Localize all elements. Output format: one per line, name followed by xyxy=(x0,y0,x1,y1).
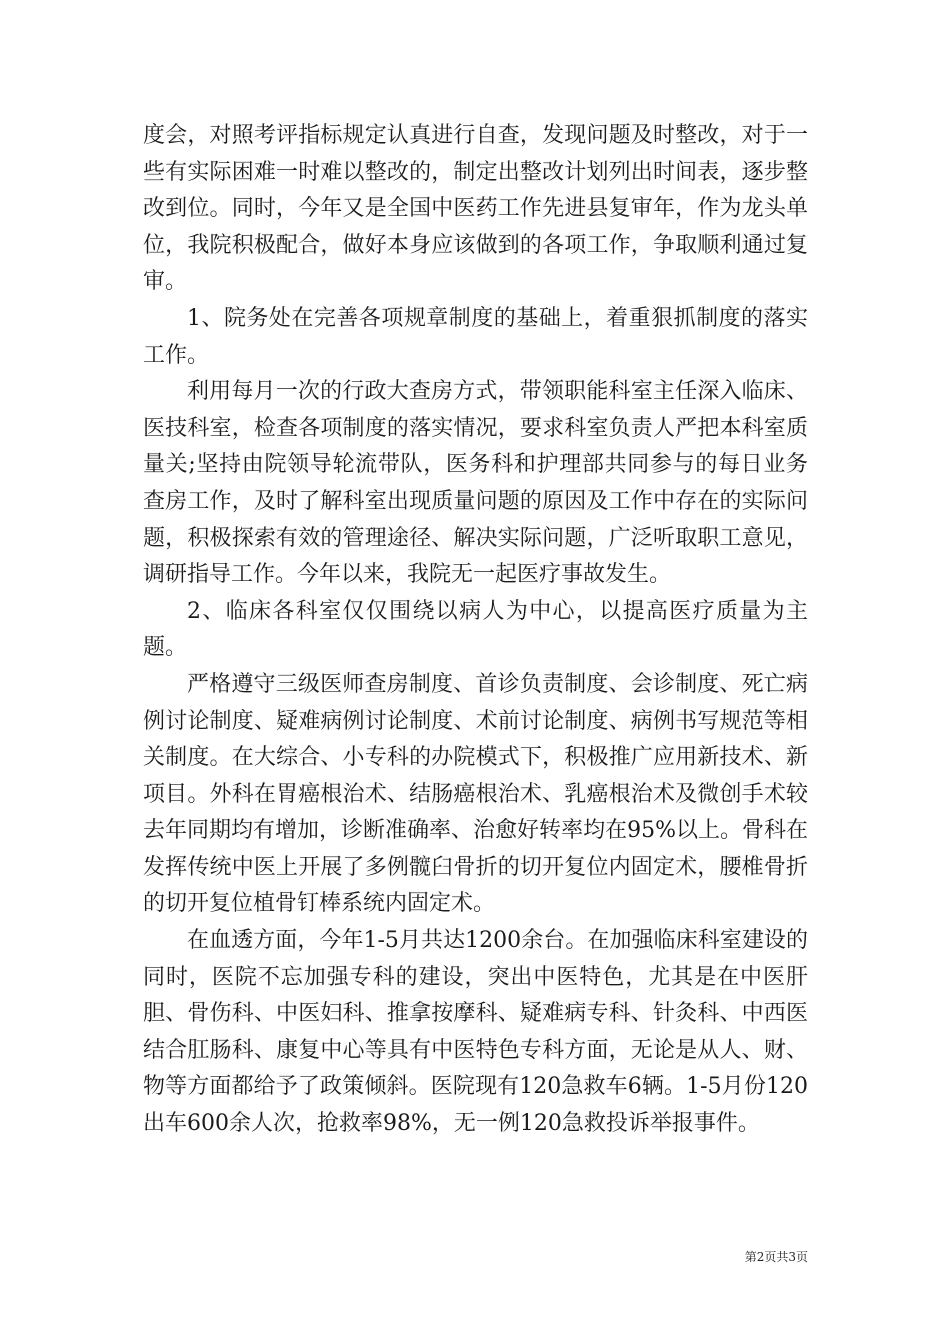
paragraph-section-2-heading: 2、临床各科室仅仅围绕以病人为中心，以提高医疗质量为主题。 xyxy=(143,598,808,661)
paragraph-continuation: 度会，对照考评指标规定认真进行自查，发现问题及时整改，对于一些有实际困难一时难以整改的，制定出整改计划列出时间表，逐步整改到位。同时，今年又是全国中医药工作先进县复审年，作为龙头单位，我院积极配合，做好本身应该做到的各项工作，争取顺利通过复审。 xyxy=(143,123,808,295)
paragraph-dialysis-specialties: 在血透方面，今年1-5月共达1200余台。在加强临床科室建设的同时，医院不忘加强专科的建设，突出中医特色，尤其是在中医肝胆、骨伤科、中医妇科、推拿按摩科、疑难病专科、针灸科、中西医结合肛肠科、康复中心等具有中医特色专科方面，无论是从人、财、物等方面都给予了政策倾斜。医院现有120急救车6辆。1-5月份120出车600余人次，抢救率98%，无一例120急救投诉举报事件。 xyxy=(143,928,808,1137)
paragraph-section-1-heading: 1、院务处在完善各项规章制度的基础上，着重狠抓制度的落实工作。 xyxy=(143,305,808,368)
page-number: 第2页共3页 xyxy=(744,1250,808,1264)
document-body xyxy=(143,118,808,1143)
paragraph-clinical-systems: 严格遵守三级医师查房制度、首诊负责制度、会诊制度、死亡病例讨论制度、疑难病例讨论制度、术前讨论制度、病例书写规范等相关制度。在大综合、小专科的办院模式下，积极推广应用新技术、新项目。外科在胃癌根治术、结肠癌根治术、乳癌根治术及微创手术较去年同期均有增加，诊断准确率、治愈好转率均在95%以上。骨科在发挥传统中医上开展了多例髋臼骨折的切开复位内固定术，腰椎骨折的切开复位植骨钉棒系统内固定术。 xyxy=(143,671,808,917)
paragraph-ward-rounds: 利用每月一次的行政大查房方式，带领职能科室主任深入临床、医技科室，检查各项制度的落实情况，要求科室负责人严把本科室质量关;坚持由院领导轮流带队，医务科和护理部共同参与的每日业务查房工作，及时了解科室出现质量问题的原因及工作中存在的实际问题，积极探索有效的管理途径、解决实际问题，广泛听取职工意见，调研指导工作。今年以来，我院无一起医疗事故发生。 xyxy=(143,379,808,588)
